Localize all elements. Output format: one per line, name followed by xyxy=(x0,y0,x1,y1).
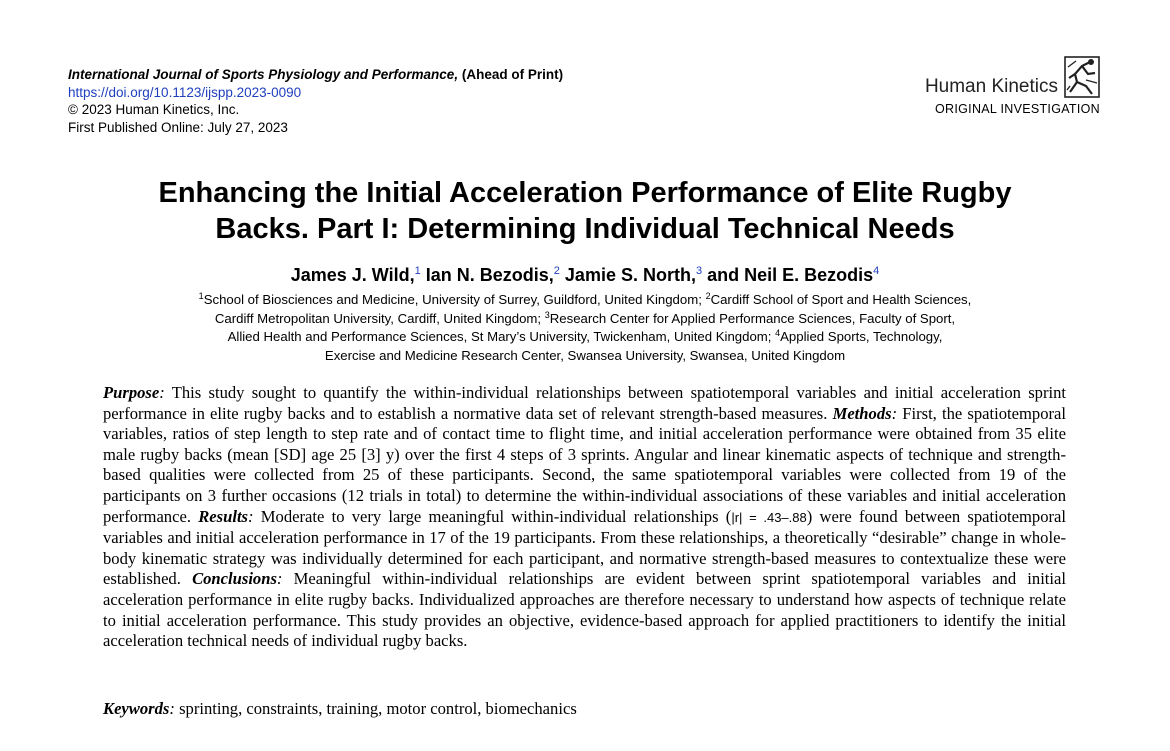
title-line-2: Backs. Part I: Determining Individual Technical Needs xyxy=(215,213,955,245)
publisher-name: Human Kinetics xyxy=(924,76,1058,97)
publisher-block xyxy=(880,52,1100,122)
conclusions-text: Meaningful within-individual relationships are evident between sprint spatiotemporal variables and initial acceleration performance in elite rugby backs. Individualized approaches are therefore necessary to understand how aspects of technique relate to initial acceleration performance. This study provides an objective, evidence-based approach for applied practitioners to identify the initial acceleration technical needs of individual rugby backs. xyxy=(103,569,1067,651)
conclusions-label: Conclusions xyxy=(192,569,277,589)
affiliation-line xyxy=(0,310,1170,329)
article-type: ORIGINAL INVESTIGATION xyxy=(935,102,1100,116)
affiliation-text: Research Center for Applied Performance Sciences, Faculty of Sport, xyxy=(549,310,956,326)
author-name: Ian N. Bezodis, xyxy=(425,265,554,285)
affiliation-text: Cardiff Metropolitan University, Cardiff, United Kingdom; xyxy=(214,310,542,326)
affiliation-number: 4 xyxy=(775,328,781,339)
methods-text: First, the spatiotemporal variables, ratios of step length to step rate and of contact time to flight time, and initial acceleration performance were obtained from 35 elite male rugby backs (mean [SD] age 25 [3] y) over the first 4 steps of 3 sprints. Angular and linear kinematic aspects of technique and strength-based qualities were collected from 25 of these participants. Second, the same spatiotemporal variables were collected from 19 of the participants on 3 further occasions (12 trials in total) to determine the within-individual associations of these variables and initial acceleration performance. xyxy=(103,403,1066,526)
methods-label: Methods xyxy=(832,403,892,423)
doi-link[interactable]: https://doi.org/10.1123/ijspp.2023-0090 xyxy=(68,84,302,100)
affiliation-text: Cardiff School of Sport and Health Sciences, xyxy=(710,292,972,307)
affiliation-text: Applied Sports, Technology, xyxy=(780,329,943,345)
copyright: © 2023 Human Kinetics, Inc. xyxy=(68,102,240,117)
author-list xyxy=(0,265,1170,286)
title-line-1: Enhancing the Initial Acceleration Performance of Elite Rugby xyxy=(158,177,1012,209)
author-name: James J. Wild, xyxy=(290,265,415,285)
abstract: Purpose: This study sought to quantify the within-individual relationships between spatiotemporal variables and initial acceleration sprint performance in elite rugby backs and to establish a normative data set of relevant strength-based measures. Methods: First, the spatiotemporal variables, ratios of step length to step rate and of contact time to flight time, and initial acceleration performance were obtained from 35 elite male rugby backs (mean [SD] age 25 [3] y) over the first 4 steps of 3 sprints. Angular and linear kinematic aspects of technique and strength-based qualities were collected from 25 of these participants. Second, the same spatiotemporal variables were collected from 19 of the participants on 3 further occasions (12 trials in total) to determine the within-individual associations of these variables and initial acceleration performance. Results: Moderate to very large meaningful within-individual relationships (|r| = .43–.88) were found between spatiotemporal variables and initial acceleration performance in 17 of the 19 participants. From these relationships, a theoretically “desirable” change in whole-body kinematic strategy was individually determined for each participant, and normative strength-based measures to contextualize these were established. Conclusions: Meaningful within-individual relationships are evident between sprint spatiotemporal variables and initial acceleration performance in elite rugby backs. Individualized approaches are therefore necessary to understand how aspects of technique relate to initial acceleration performance. This study provides an objective, evidence-based approach for applied practitioners to identify the initial acceleration technical needs of individual rugby backs. xyxy=(103,383,1067,651)
affiliation-number: 2 xyxy=(705,291,711,301)
journal-title-line xyxy=(68,66,563,84)
author-name: and Neil E. Bezodis xyxy=(707,265,874,285)
keywords: Keywords: sprinting, constraints, training, motor control, biomechanics xyxy=(103,699,577,718)
affiliation-ref[interactable]: 4 xyxy=(873,265,880,277)
published-date: First Published Online: July 27, 2023 xyxy=(68,119,288,135)
purpose-text: This study sought to quantify the within-individual relationships between spatiotemporal variables and initial acceleration sprint performance in elite rugby backs and to establish a normative data set of relevant strength-based measures. xyxy=(103,383,1066,423)
affiliation-ref[interactable]: 1 xyxy=(414,265,421,277)
affiliation-text: School of Biosciences and Medicine, University of Surrey, Guildford, United Kingdom; xyxy=(203,292,702,307)
affiliation-number: 3 xyxy=(544,309,550,320)
ahead-of-print: (Ahead of Print) xyxy=(461,67,564,82)
keywords-label: Keywords xyxy=(103,699,170,718)
results-text-continued: ) were found between spatiotemporal variables and initial acceleration performance in 17 of the 19 participants. From these relationships, a theoretically “desirable” change in whole-body kinematic strategy was individually determined for each participant, and normative strength-based measures to contextualize these were established. xyxy=(103,506,1066,589)
correlation-range: |r| = .43–.88 xyxy=(731,509,807,525)
paper-title xyxy=(0,175,1170,247)
affiliation-text: Exercise and Medicine Research Center, Swansea University, Swansea, United Kingdom xyxy=(324,347,846,363)
affiliation-ref[interactable]: 2 xyxy=(553,265,560,277)
results-text: Moderate to very large meaningful within-individual relationships ( xyxy=(260,506,732,526)
results-label: Results xyxy=(198,506,249,526)
keywords-text: sprinting, constraints, training, motor control, biomechanics xyxy=(179,699,577,718)
author-name: Jamie S. North, xyxy=(564,265,696,285)
human-kinetics-logo-icon xyxy=(1064,56,1100,98)
journal-header xyxy=(68,66,563,136)
affiliation-ref[interactable]: 3 xyxy=(695,265,703,277)
affiliation-line xyxy=(0,291,1170,310)
affiliation-line xyxy=(0,347,1170,366)
affiliations xyxy=(0,291,1170,365)
affiliation-number: 1 xyxy=(198,291,204,301)
journal-name: International Journal of Sports Physiology and Performance, xyxy=(68,67,459,82)
purpose-label: Purpose xyxy=(103,383,160,402)
affiliation-text: Allied Health and Performance Sciences, St Mary’s University, Twickenham, United Kingdom; xyxy=(227,329,772,345)
affiliation-line xyxy=(0,328,1170,347)
